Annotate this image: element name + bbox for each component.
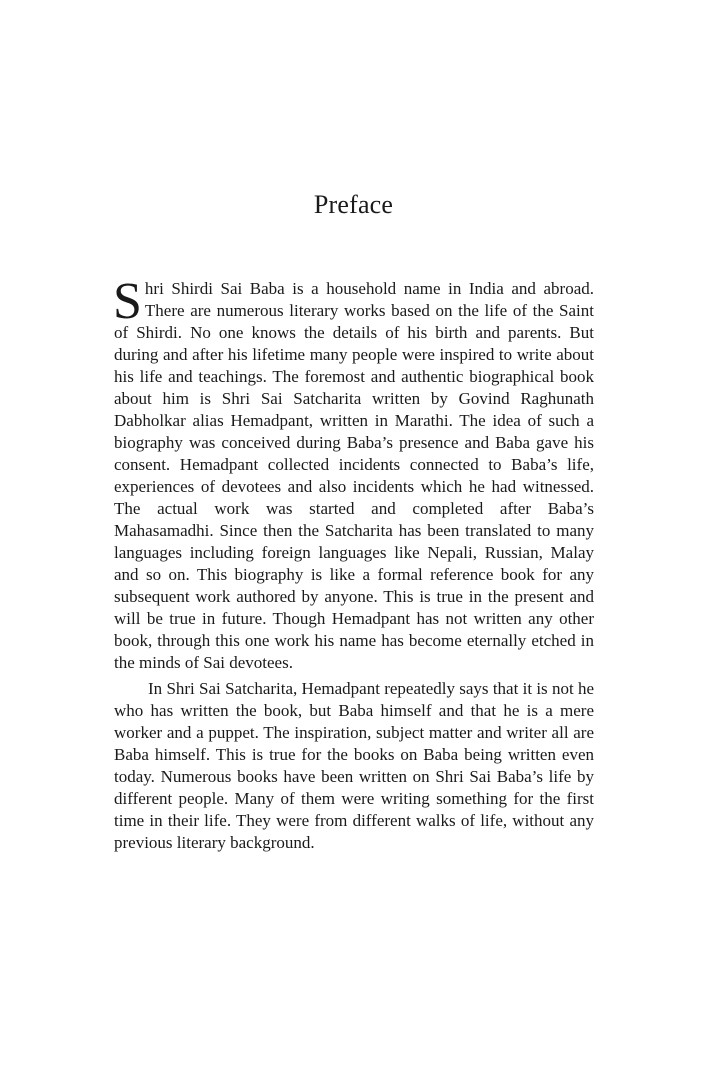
page-title: Preface — [313, 190, 394, 219]
preface-body — [113, 273, 594, 854]
paragraph-2: In Shri Sai Satcharita, Hemadpant repeatedly says that it is not he who has written the book, but Baba himself and that he is a mere worker and a puppet. The inspiration, subject matter and writer all are Baba himself. This is true for the books on Baba being written even today. Numerous books have been written on Shri Sai Baba’s life by different people. Many of them were writing something for the first time in their life. They were from different walks of life, without any previous literary background. — [114, 679, 594, 852]
paragraph-1 — [113, 273, 594, 674]
drop-cap-letter: S — [113, 273, 142, 330]
paragraph-1-text: hri Shirdi Sai Baba is a household name in India and abroad. There are numerous literary works based on the life of the Saint of Shirdi. No one knows the details of his birth and parents. But during and after his lifetime many people were inspired to write about his life and teachings. The foremost and authentic biographical book about him is Shri Sai Satcharita written by Govind Raghunath Dabholkar alias Hemadpant, written in Marathi. The idea of such a biography was conceived during Baba’s presence and Baba gave his consent. Hemadpant collected incidents connected to Baba’s life, experiences of devotees and also incidents which he had witnessed. The actual work was started and completed after Baba’s Mahasamadhi. Since then the Satcharita has been translated to many languages including foreign languages like Nepali, Russian, Malay and so on. This biography is like a formal reference book for any subsequent work authored by anyone. This is true in the present and will be true in future. Though Hemadpant has not written any other book, through this one work his name has become eternally etched in the minds of Sai devotees. — [114, 279, 594, 672]
